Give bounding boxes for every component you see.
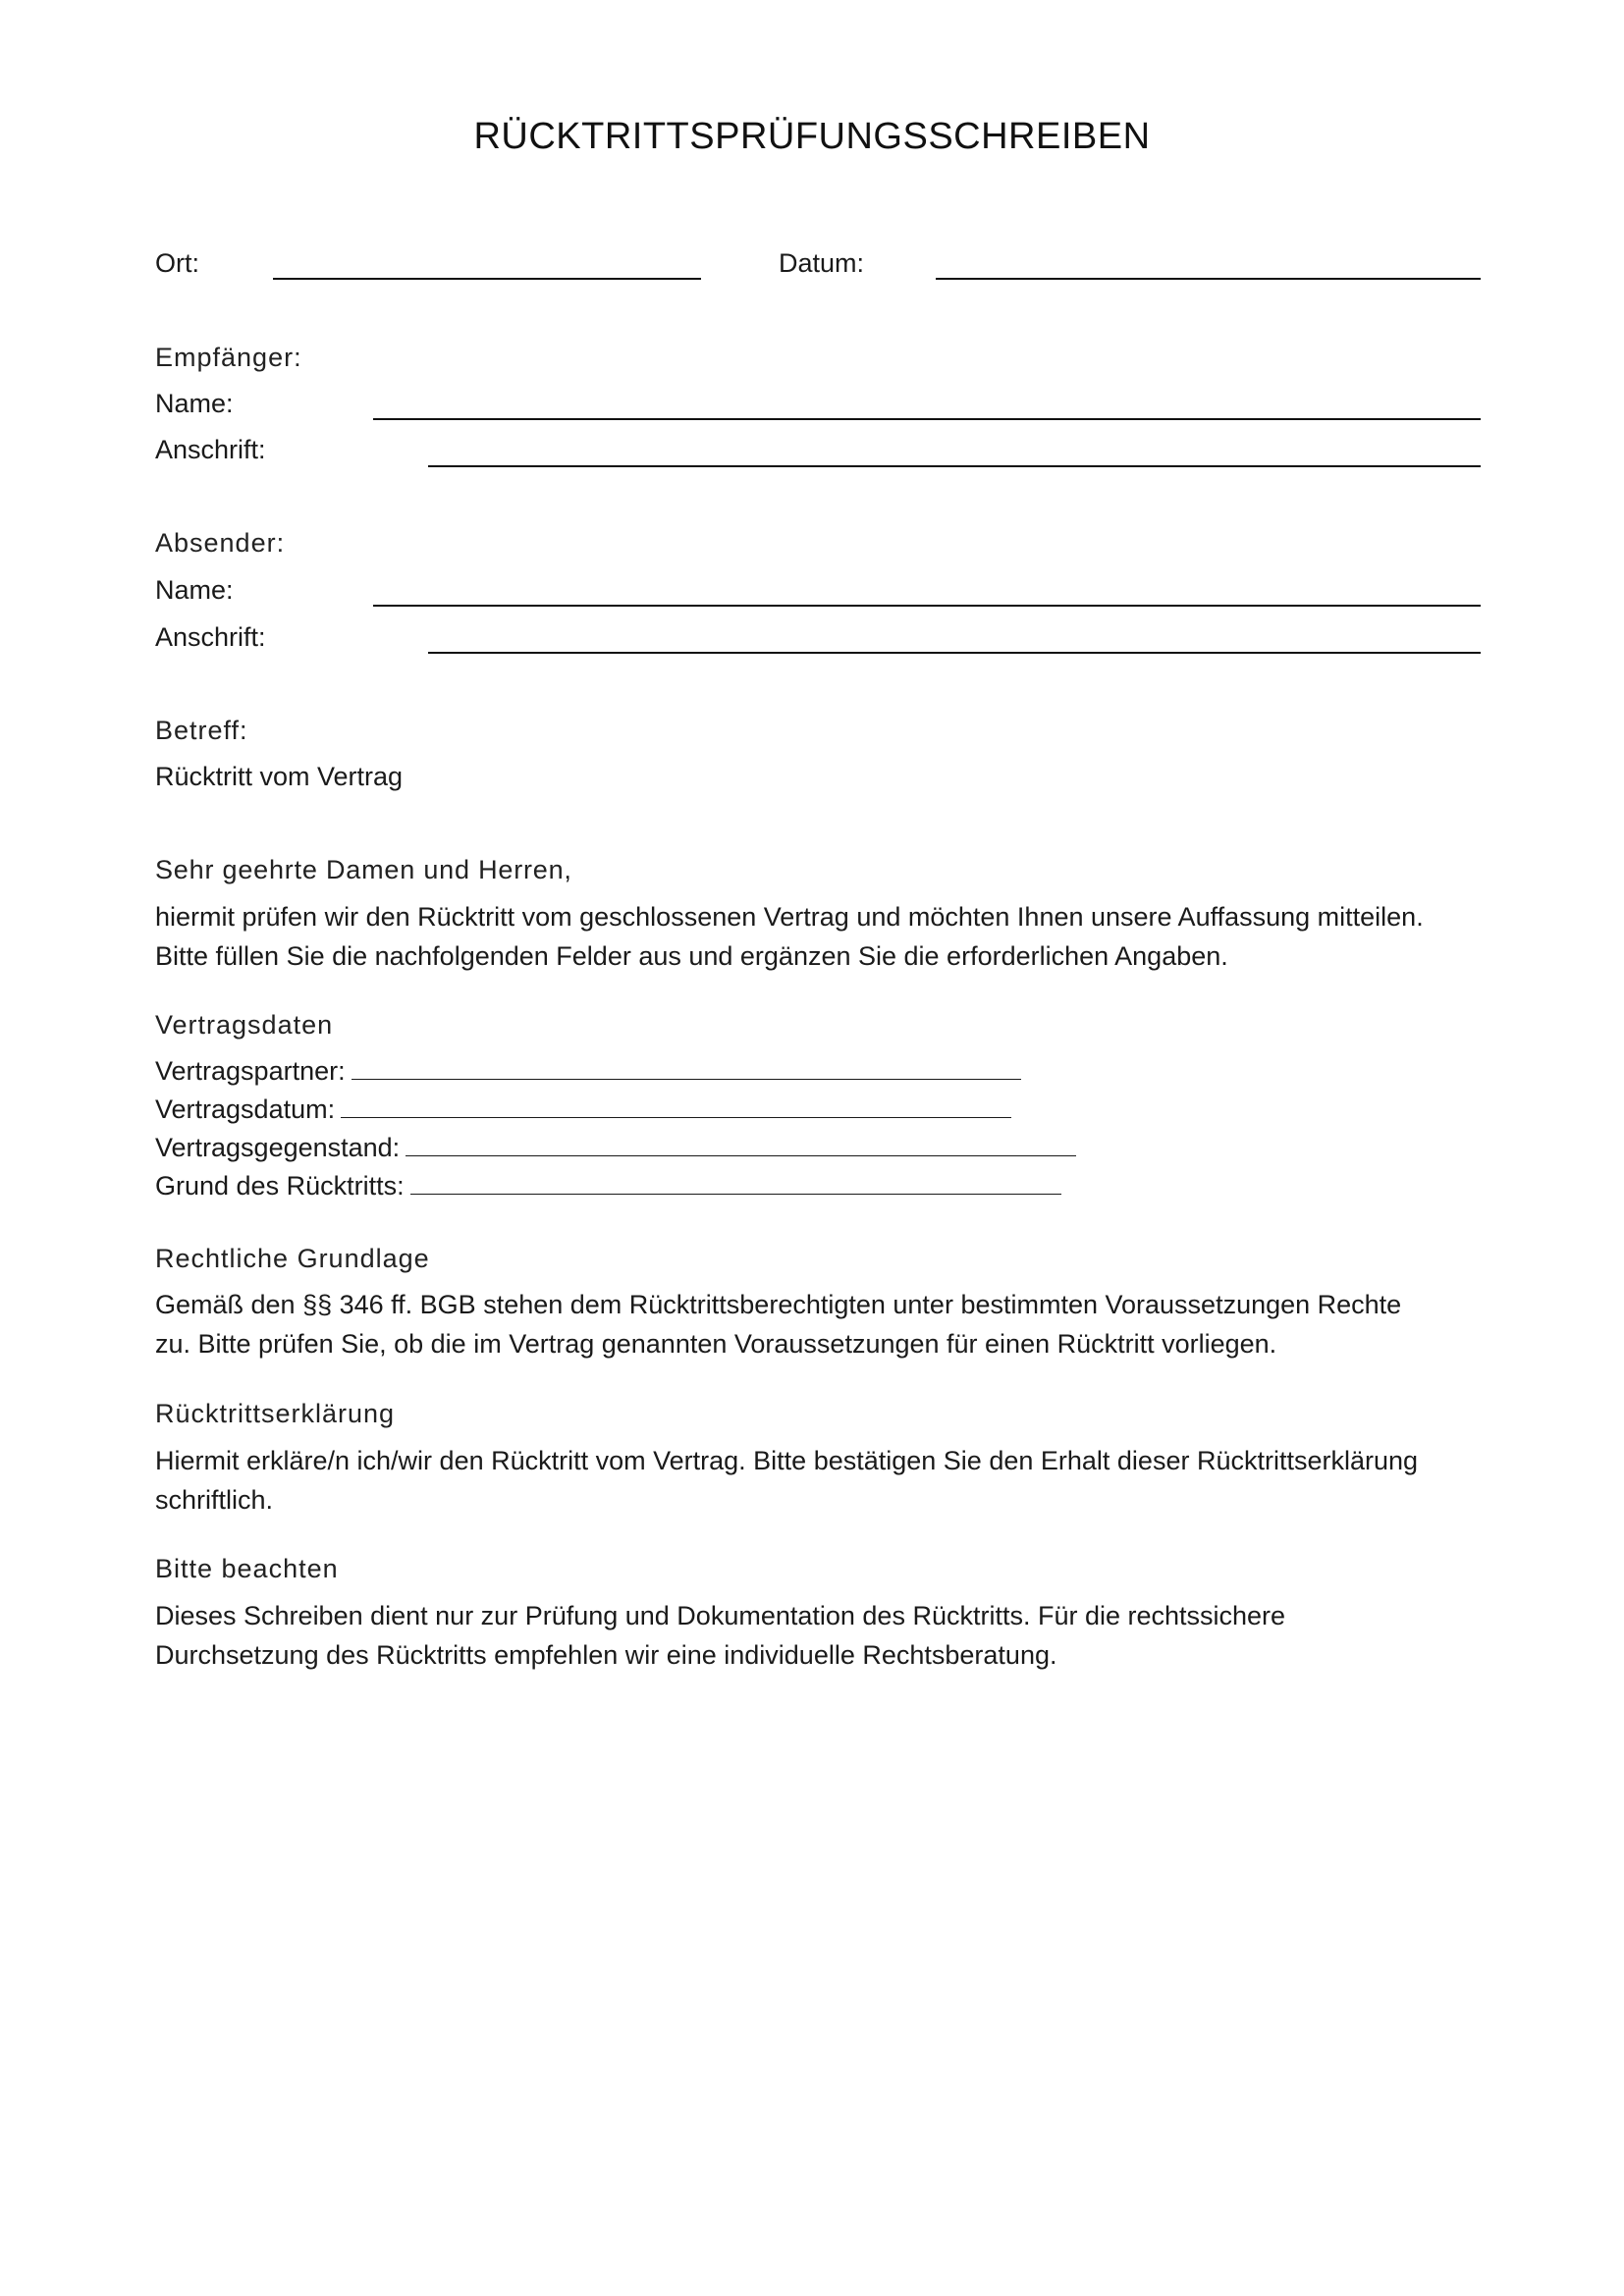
datum-field[interactable]: [936, 278, 1481, 280]
ort-field[interactable]: [273, 278, 701, 280]
intro-line-2: Bitte füllen Sie die nachfolgenden Felder aus und ergänzen Sie die erforderlichen Angaben.: [155, 941, 1228, 971]
intro-paragraph: [155, 897, 1530, 976]
absender-anschrift-label: Anschrift:: [155, 622, 266, 652]
salutation: Sehr geehrte Damen und Herren,: [155, 855, 572, 884]
vertragsdatum-field[interactable]: [341, 1091, 1011, 1118]
vertragsgegenstand-field[interactable]: [406, 1129, 1076, 1156]
vertragsdaten-fields: [155, 1052, 1076, 1205]
ruecktrittserklaerung-line-1: Hiermit erkläre/n ich/wir den Rücktritt vom Vertrag. Bitte bestätigen Sie den Erhalt dieser Rücktrittserklärung: [155, 1446, 1419, 1475]
vertragspartner-label: Vertragspartner:: [155, 1056, 346, 1086]
datum-label: Datum:: [779, 248, 865, 278]
ort-label: Ort:: [155, 248, 199, 278]
vertragsdatum-row: [155, 1091, 1076, 1129]
ruecktrittserklaerung-line-2: schriftlich.: [155, 1485, 274, 1515]
rechtliche-grundlage-line-2: zu. Bitte prüfen Sie, ob die im Vertrag genannten Voraussetzungen für einen Rücktritt vorliegen.: [155, 1329, 1277, 1359]
empfaenger-anschrift-label: Anschrift:: [155, 435, 266, 464]
rechtliche-grundlage-heading: Rechtliche Grundlage: [155, 1244, 430, 1273]
vertragspartner-row: [155, 1052, 1076, 1091]
vertragspartner-field[interactable]: [352, 1052, 1021, 1080]
empfaenger-name-label: Name:: [155, 389, 234, 418]
vertragsdaten-heading: Vertragsdaten: [155, 1010, 334, 1040]
ruecktrittsgrund-label: Grund des Rücktritts:: [155, 1171, 405, 1201]
hinweis-heading: Bitte beachten: [155, 1554, 339, 1583]
hinweis-line-1: Dieses Schreiben dient nur zur Prüfung und Dokumentation des Rücktritts. Für die rechtssichere: [155, 1601, 1286, 1630]
absender-heading: Absender:: [155, 528, 286, 558]
absender-anschrift-field[interactable]: [428, 652, 1481, 654]
empfaenger-name-field[interactable]: [373, 418, 1481, 420]
ruecktrittserklaerung-heading: Rücktrittserklärung: [155, 1399, 396, 1428]
ruecktrittserklaerung-paragraph: [155, 1441, 1530, 1520]
rechtliche-grundlage-line-1: Gemäß den §§ 346 ff. BGB stehen dem Rücktrittsberechtigten unter bestimmten Voraussetzungen Rechte: [155, 1290, 1402, 1319]
empfaenger-heading: Empfänger:: [155, 343, 302, 372]
vertragsgegenstand-row: [155, 1129, 1076, 1167]
vertragsgegenstand-label: Vertragsgegenstand:: [155, 1133, 401, 1162]
ruecktrittsgrund-field[interactable]: [410, 1167, 1061, 1195]
absender-name-label: Name:: [155, 575, 234, 605]
betreff-text: Rücktritt vom Vertrag: [155, 762, 404, 791]
ruecktrittsgrund-row: [155, 1167, 1076, 1205]
rechtliche-grundlage-paragraph: [155, 1285, 1530, 1363]
vertragsdatum-label: Vertragsdatum:: [155, 1095, 336, 1124]
hinweis-paragraph: [155, 1596, 1530, 1675]
hinweis-line-2: Durchsetzung des Rücktritts empfehlen wir eine individuelle Rechtsberatung.: [155, 1640, 1057, 1670]
betreff-heading: Betreff:: [155, 716, 248, 745]
empfaenger-anschrift-field[interactable]: [428, 465, 1481, 467]
absender-name-field[interactable]: [373, 605, 1481, 607]
intro-line-1: hiermit prüfen wir den Rücktritt vom geschlossenen Vertrag und möchten Ihnen unsere Auffassung mitteilen.: [155, 902, 1424, 932]
document-title: RÜCKTRITTSPRÜFUNGSSCHREIBEN: [473, 116, 1151, 157]
